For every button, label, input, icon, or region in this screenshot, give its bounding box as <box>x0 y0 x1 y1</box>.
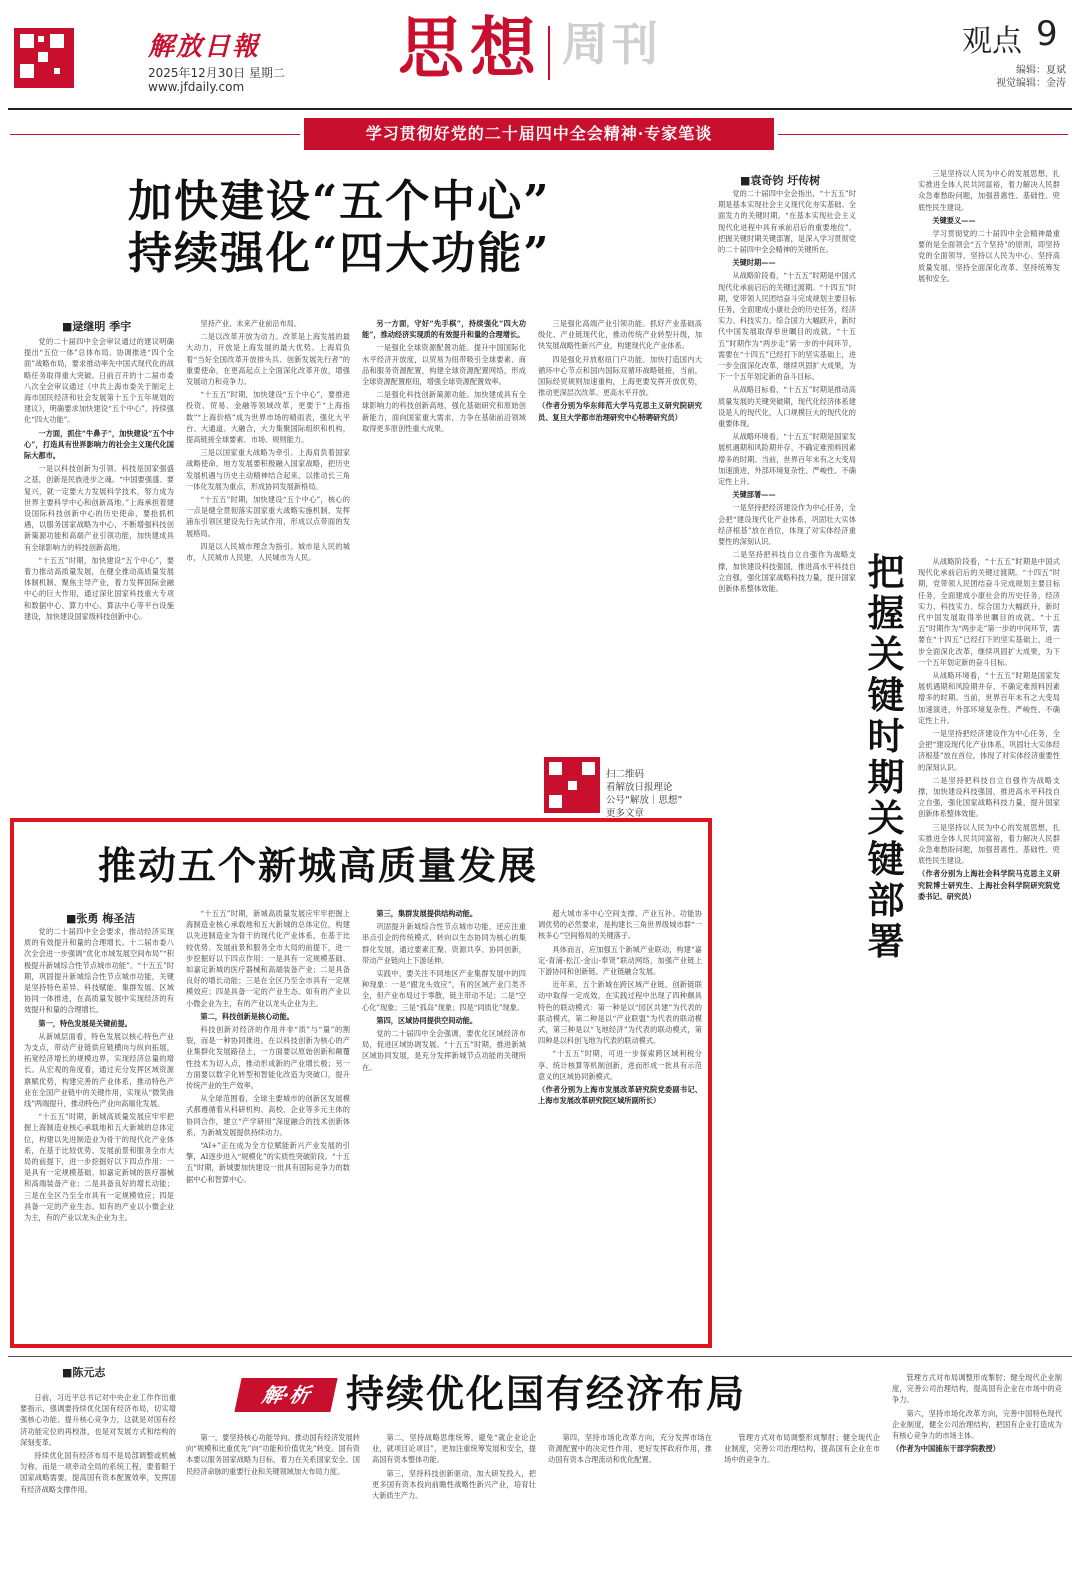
paragraph: 学习贯彻党的二十届四中全会精神最重要的是全面领会“五个坚持”的原则，即坚持党的全面领导、坚持以人民为中心、坚持高质量发展、坚持全面深化改革、坚持统筹发展和安全。 <box>918 229 1060 283</box>
paragraph: “十五五”时期，可进一步探索跨区域利税分享、统计核算等机制创新，进而形成一批具有示范意义的区域协同新模式。 <box>538 1049 702 1081</box>
section-title: 思想 <box>398 9 542 87</box>
article2-col1 <box>24 926 174 1338</box>
paragraph: 一是以科技创新为引领。科技是国家强盛之基，创新是民族进步之魂。“中国要强盛、要复兴，就一定要大力发展科学技术，努力成为世界主要科学中心和创新高地。”上海承担着建设国际科技创新中心的历史使命，要抢抓机遇，以服务国家战略为中心，不断增强科技创新策源功能和高端产业引领功能，加快建成具有全球影响力的科技创新高地。 <box>24 464 174 552</box>
website-url[interactable]: www.jfdaily.com <box>148 80 245 94</box>
article3-byline: ■袁奇钧 圩传树 <box>740 174 821 187</box>
qr-caption-line1: 扫二维码 <box>606 769 645 780</box>
paragraph: “AI+”正在成为全方位赋能新兴产业发展的引擎，AI逐步进入“规模化”的实质性突破阶段。“十五五”时期，新城要加快建设一批具有国际竞争力的数据中心和智算中心。 <box>186 1141 350 1184</box>
article4-col3 <box>372 1432 536 1570</box>
paragraph: 日前，习近平总书记对中央企业工作作出重要指示，强调要持续优化国有经济布局，切实增强核心功能、提升核心竞争力，这就是对国有经济功能定位的再校准，也是对发展方式和结构的深刻变革。 <box>20 1393 176 1447</box>
paragraph: 二是强化科技创新策源功能。加快建成具有全球影响力的科技创新高地，强化基础研究和原始创新能力，面向国家重大需求，力争在基础前沿领域取得更多原创性重大成果。 <box>362 390 526 433</box>
paragraph: 实践中，要关注不同地区产业集群发展中的四种现象：一是“跟龙头效应”，有的区域产业门类齐全，但产业布局过于零散，链主带动不足；二是“空心化”现象；三是“孤岛”现象；四是“同质化”现象。 <box>362 969 526 1012</box>
paragraph: 具体而言，应加强五个新城产业联动，构建“嘉定-青浦-松江-金山-奉贤”联动网络，加强产业链上下游协同和创新链、产业链融合发展。 <box>538 944 702 977</box>
paragraph: 一方面，抓住“牛鼻子”，加快建设“五个中心”，打造具有世界影响力的社会主义现代化国际大都市。 <box>24 428 174 461</box>
paragraph: 近年来，五个新城在跨区域产业链、创新链联动中取得一定成效，在实践过程中出现了四种颇具特色的联动模式：第一种是以“园区共建”为代表的联动模式，第二种是以“产业联盟”为代表的联动模式，第三种是以“飞地经济”为代表的联动模式，第四种是以科创飞地为代表的联动模式。 <box>538 980 702 1046</box>
paragraph: 关键要义—— <box>932 215 976 225</box>
paragraph: 第一，特色发展是关键前提。 <box>38 1018 132 1028</box>
article1-col1 <box>24 336 174 814</box>
paragraph: “十五五”时期，新城高质量发展应牢牢把握上海制造业核心承载地和五大新城的总体定位，构建以先进制造业为骨干的现代化产业体系，在基于比较优势、发展前景和服务全市大局的前提下，进一步挖掘好以下四点作用：一是具有一定规模基础、如嘉定新城的医疗器械和高端装备产业；二是具备良好的增长动能；三是在全区乃至全市具有一定规模效应；四是具备一定的产业生态。如有的产业以小微企业为主，有的产业以龙头企业为主。 <box>24 1112 174 1223</box>
article4-col2 <box>186 1432 360 1570</box>
article3-vertical-title: 把握关键时期关键部署 <box>867 550 905 963</box>
banner-rule-left <box>10 134 300 135</box>
paragraph: 从战略阶段看，“十五五”时期是中国式现代化承前启后的关键过渡期。“十四五”时期，党带领人民团结奋斗完成规划主要目标任务，全面建成小康社会的历史任务，经济实力、科技实力、综合国力大幅跃升，新时代中国发展取得举世瞩目的成就。“十五五”时期作为“两步走”第一步的中间环节，需要在“十四五”已经打下的坚实基础上，进一步全面深化改革，继续巩固扩大成果，为下一个五年划定新的奋斗目标。 <box>718 271 856 382</box>
paragraph: “十五五”时期，加快建设“五个中心”，要着力推动高质量发展，在健全推动高质量发展体制机制、聚焦主导产业，着力发挥国际金融中心的巨大作用，通过深化国家科技重大专项和数据中心、算力中心、算法中心等平台设施建设，加快建设国家级科技创新中心。 <box>24 555 174 621</box>
article1-title <box>128 176 551 280</box>
paragraph: 第一，要坚持核心功能导向。推动国有经济发展转向“规模和比重优先”向“功能和价值优先”转变。国有资本要以服务国家战略为目标，着力在关系国家安全、国民经济命脉的重要行业和关键领域加大布局力度。 <box>186 1433 360 1476</box>
paragraph: 三是坚持以人民为中心的发展思想，扎实推进全体人民共同富裕，着力解决人民群众急难愁盼问题，加强普惠性、基础性、兜底性民生建设。 <box>918 822 1060 866</box>
paragraph: 管理方式对布局调整形成掣肘；健全现代企业制度，完善公司治理结构，提高国有企业在市场中的竞争力。 <box>892 1373 1062 1405</box>
paragraph: 持续优化国有经济布局不是局部调整或机械匀称，而是一项牵动全局的系统工程，要着眼于国家战略需要，提高国有资本配置效率，发挥国有经济战略支撑作用。 <box>20 1451 176 1494</box>
editor-name: 编辑：夏斌 <box>1016 65 1066 76</box>
article4-title: 持续优化国有经济布局 <box>346 1371 747 1416</box>
banner-rule-right <box>778 134 1068 135</box>
article2-title: 推动五个新城高质量发展 <box>98 843 539 888</box>
article4-col6 <box>892 1372 1062 1570</box>
article1-byline: ■逯继明 季宇 <box>62 320 132 333</box>
visual-editor-name: 视觉编辑：金涛 <box>996 78 1066 89</box>
article2-col3 <box>362 908 526 1338</box>
paragraph: （作者分别为华东师范大学马克思主义研究院研究员、复旦大学都市治理研究中心特聘研究员） <box>538 401 702 422</box>
paragraph: 从战略环境看，“十五五”时期是国家发展机遇期和风险期并存、不确定难预料因素增多的时期。当前，世界百年未有之大变局加速演进，外部环境复杂性、严峻性、不确定性上升。 <box>718 432 856 487</box>
section-subtitle: 周刊 <box>562 17 662 71</box>
top-rule <box>8 108 1072 110</box>
bottom-section-rule <box>8 1356 1072 1357</box>
paragraph: 党的二十届四中全会指出，“十五五”时期是基本实现社会主义现代化夯实基础、全面发力的关键时期。“在基本实现社会主义现代化进程中具有承前启后的重要地位”。把握关键时期关键部署，是深入学习贯彻党的二十届四中全会精神的关键所在。 <box>718 189 856 255</box>
paragraph: 第四，坚持市场化改革方向，充分发挥市场在资源配置中的决定性作用，更好发挥政府作用，推动国有资本合理流动和优化配置。 <box>548 1433 712 1465</box>
qr-caption <box>606 768 716 820</box>
issue-date: 2025年12月30日 星期二 <box>148 66 285 80</box>
paragraph: 三是坚持以人民为中心的发展思想，扎实推进全体人民共同富裕，着力解决人民群众急难愁盼问题，加强普惠性、基础性、兜底性民生建设。 <box>918 169 1060 212</box>
paragraph: 第二，坚持战略思维统筹，避免“就企业论企业，就项目论项目”，更加注重统筹发展和安全，提高国有资本整体功能。 <box>372 1433 536 1465</box>
paragraph: 二是坚持把科技自立自强作为战略支撑，加快建设科技强国，推进高水平科技自立自强，强化国家战略科技力量，提升国家创新体系整体效能。 <box>718 550 856 593</box>
paragraph: 科技创新对经济的作用并非“质”与“量”的割裂，而是一种协同推进。在以科技创新为核心的产业集群化发展路径上，一方面要以原始创新和颠覆性技术为切入点，推动形成新的产业增长极；另一方面要以数字化转型和智能化改造为突破口，提升传统产业的生产效率。 <box>186 1025 350 1091</box>
page-label: 观点 <box>962 24 1022 59</box>
paragraph: “十五五”时期，新城高质量发展应牢牢把握上海制造业核心承载地和五大新城的总体定位，构建以先进制造业为骨干的现代化产业体系，在基于比较优势、发展前景和服务全市大局的前提下，进一步挖掘好以下四点作用：一是具有一定规模基础、如嘉定新城的医疗器械和高端装备产业；二是具备良好的增长动能；三是在全区乃至全市具有一定规模效应；四是具备一定的产业生态。如有的产业以小微企业为主，有的产业以龙头企业为主。 <box>186 909 350 1008</box>
article3-col1 <box>718 188 856 1338</box>
paragraph: 管理方式对布局调整形成掣肘；健全现代企业制度，完善公司治理结构，提高国有企业在市场中的竞争力。 <box>724 1433 880 1465</box>
article2-byline: ■张勇 梅圣洁 <box>66 912 136 925</box>
paragraph: 二是以改革开放为动力。改革是上海发展的最大动力，开放是上海发展的最大优势。上海肩负着“当好全国改革开放排头兵、创新发展先行者”的重要使命，在更高起点上全面深化改革开放，增强发展动力和竞争力。 <box>186 332 350 387</box>
paragraph: （作者为中国浦东干部学院教授） <box>892 1444 1000 1454</box>
paragraph: 一是强化全球资源配置功能。提升中国国际化水平经济开放度，以贸易为纽带吸引全球要素、商品和服务资源配置，构建全球资源配置网络，形成全球资源配置枢纽，增强全球资源配置效率。 <box>362 343 526 387</box>
paragraph: 一是坚持把经济建设作为中心任务，全会把“建设现代化产业体系，巩固壮大实体经济根基”放在首位，体现了对实体经济重要性的深刻认识。 <box>718 503 856 547</box>
paragraph: 超大城市多中心空间支撑、产业互补、功能协调优势的必然要求，是构建长三角世界级城市群“一核多心”空间格局的关键落子。 <box>538 909 702 941</box>
article1-col3 <box>362 318 526 814</box>
article3-col2-top <box>918 168 1060 548</box>
paragraph: 关键时期—— <box>732 258 776 268</box>
paragraph: 党的二十届四中全会要求，推动经济实现质的有效提升和量的合理增长。十二届市委八次全会进一步强调“优化市域发展空间布局”“积极提升新城综合性节点城市功能”。“十五五”时期，巩固提升新城综合性节点城市功能，关键是坚持特色差异、科技赋能、集群发展、区域协同一体推进，在高质量发展中实现经济的有效提升和量的合理增长。 <box>24 927 174 1015</box>
paragraph: 关键部署—— <box>732 490 776 500</box>
article3-col2-bottom <box>918 556 1060 1336</box>
article1-title-line1: 加快建设“五个中心” <box>128 176 551 227</box>
series-banner: 学习贯彻好党的二十届四中全会精神·专家笔谈 <box>304 118 774 150</box>
paragraph: 第六，坚持市场化改革方向，完善中国特色现代企业制度，健全公司治理结构，把国有企业打造成为有核心竞争力的市场主体。 <box>892 1408 1062 1441</box>
article1-col2 <box>186 318 350 814</box>
article4-col1 <box>20 1392 176 1570</box>
paragraph: 党的二十届四中全会强调，要优化区域经济布局，促进区域协调发展。“十五五”时期，推进新城区域协同发展，是充分发挥新城节点功能的关键所在。 <box>362 1029 526 1072</box>
qr-code-icon <box>14 28 74 88</box>
paragraph: “十五五”时期，加快建设“五个中心”，核心的一点是健全贯彻落实国家重大战略实施机制，发挥浦东引领区建设先行先试作用，形成以点带面的发展格局。 <box>186 495 350 538</box>
paragraph: “十五五”时期，加快建设“五个中心”，要推进投资、贸易、金融等领域改革，更要于“上海指数”“上海价格”成为世界市场的晴雨表，强化大平台、大通道、大融合，大力集聚国际组织和机构，提高链接全球要素、市场、规则能力。 <box>186 390 350 445</box>
paragraph: 第三，集群发展提供结构动能。 <box>376 909 478 918</box>
paragraph: 巩固提升新城综合性节点城市功能，还应注重串点引企的传统模式，转向以生态协同为核心的集群化发展，通过要素汇聚、资源共享、协同创新，带动产业链向上下游延伸。 <box>362 922 526 965</box>
article2-col2 <box>186 908 350 1338</box>
paragraph: （作者分别为上海市发展改革研究院党委副书记、上海市发展改革研究院区域所副所长） <box>538 1085 702 1106</box>
qr-caption-line4: 更多文章 <box>606 808 645 819</box>
qr-code-small-icon <box>544 757 600 813</box>
paragraph: 从战略阶段看，“十五五”时期是中国式现代化承前启后的关键过渡期。“十四五”时期，党带领人民团结奋斗完成规划主要目标任务，全面建成小康社会的历史任务，经济实力、科技实力、综合国力大幅跃升，新时代中国发展取得举世瞩目的成就。“十五五”时期作为“两步走”第一步的中间环节，需要在“十四五”已经打下的坚实基础上，进一步全面深化改革，继续巩固扩大成果，为下一个五年划定新的奋斗目标。 <box>918 557 1060 667</box>
qr-caption-line2: 看解放日报理论 <box>606 782 673 793</box>
article4-col4 <box>548 1432 712 1570</box>
article4-byline: ■陈元志 <box>62 1366 106 1379</box>
article2-col4 <box>538 908 702 1338</box>
paragraph: 坚持产业、未来产业前沿布局。 <box>200 319 302 328</box>
paragraph: 一是坚持把经济建设作为中心任务，全会把“建设现代化产业体系，巩固壮大实体经济根基”放在首位，体现了对实体经济重要性的深刻认识。 <box>918 729 1060 772</box>
editor-credits <box>990 64 1066 90</box>
article1-col4 <box>538 318 702 748</box>
paragraph: 另一方面，守好“先手棋”，持续强化“四大功能”，推动经济实现质的有效提升和量的合理增长。 <box>362 319 526 340</box>
page-number: 9 <box>1036 14 1058 54</box>
paragraph: 从战略环境看，“十五五”时期是国家发展机遇期和风险期并存、不确定难预料因素增多的时期。当前，世界百年未有之大变局加速演进，外部环境复杂性、严峻性、不确定性上升。 <box>918 671 1060 725</box>
qr-caption-line3: 公号“解放｜思想” <box>606 795 683 806</box>
paragraph: 三是强化高端产业引领功能。抓好产业基础高级化、产业链现代化，推动传统产业转型升级，加快发展战略性新兴产业，构建现代化产业体系。 <box>538 319 702 351</box>
masthead <box>0 0 1080 108</box>
paragraph: 第四，区域协同提供空间动能。 <box>376 1015 478 1025</box>
paragraph: 四是强化开放枢纽门户功能。加快打造国内大循环中心节点和国内国际双循环战略链接，当前，国际经贸规则加速重构，上海更要发挥开放优势，推动更深层次改革、更高水平开放。 <box>538 354 702 398</box>
paragraph: 从战略目标看，“十五五”时期是推动高质量发展的关键突破期，现代化经济体系建设是人的现代化，人口规模巨大的现代化的重要体现。 <box>718 385 856 429</box>
paragraph: 从全球范围看，全球主要城市的创新区发展模式都遵循着从科研机构、高校、企业等多元主体的协同合作，建立“产学研用”深度融合的技术创新体系，为新城发展提供持续动力。 <box>186 1094 350 1137</box>
section-divider <box>548 26 550 80</box>
paragraph: 从新城层面看，特色发展以核心特色产业为支点，带动产业链供应链横向与纵向拓展，拓宽经济增长的规模边界，实现经济总量的增长。从宏观的角度看，通过充分发挥区域资源禀赋优势，构建完善的产业体系，推动特色产业在全国产业链中的关键作用，实现从“微笑曲线”两端提升，推动特色产业向高端化发展。 <box>24 1031 174 1109</box>
article4-col5 <box>724 1432 880 1570</box>
paragraph: 四是以人民城市理念为指引。城市是人民的城市，人民城市人民建，人民城市为人民。 <box>186 541 350 563</box>
analysis-badge: 解·析 <box>234 1378 337 1412</box>
paragraph: （作者分别为上海社会科学院马克思主义研究院博士研究生、上海社会科学院研究院党委书记、研究员） <box>918 869 1060 901</box>
paragraph: 第三，坚持科技创新驱动，加大研发投入，把更多国有资本投向前瞻性战略性新兴产业，培育壮大新质生产力。 <box>372 1468 536 1501</box>
paragraph: 二是坚持把科技自立自强作为战略支撑，加快建设科技强国，推进高水平科技自立自强，强化国家战略科技力量，提升国家创新体系整体效能。 <box>918 775 1060 819</box>
paragraph: 三是以国家重大战略为牵引。上海肩负着国家战略使命，地方发展要积极融入国家战略，把历史发展机遇与历史主动精神结合起来，以推动长三角一体化发展为重点，形成协同发展新格局。 <box>186 448 350 491</box>
article1-title-line2: 持续强化“四大功能” <box>128 228 551 279</box>
paragraph: 党的二十届四中全会审议通过的建议明确提出“五位一体”总体布局、协调推进“四个全面”战略布局，要求推动率先中国式现代化的战略任务取得重大突破。日前召开的十二届市委八次全会审议通过《中共上海市委关于制定上海市国民经济和社会发展第十五个五年规划的建议》，明确要求加快建设“五个中心”，持续强化“四大功能”。 <box>24 337 174 425</box>
newspaper-logo: 解放日報 <box>148 32 261 62</box>
paragraph: 第二，科技创新是核心动能。 <box>200 1011 294 1021</box>
